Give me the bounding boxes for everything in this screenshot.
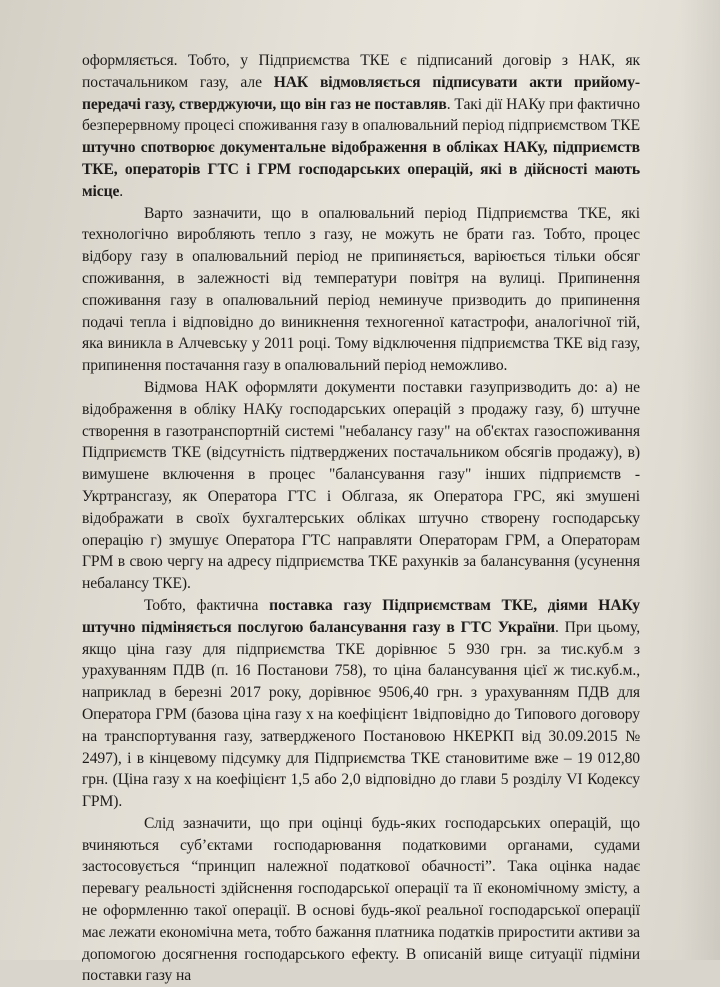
text-run: . xyxy=(119,182,124,200)
paragraph-3 xyxy=(82,377,640,595)
text-run: оформляється. Тобто, у Підприємства ТКЕ є підписаний договір з НАК, як постачальником газу, але xyxy=(82,52,640,91)
document-body xyxy=(82,50,640,987)
paragraph-4 xyxy=(82,595,640,813)
paragraph-2 xyxy=(82,203,640,377)
text-run: . При цьому, якщо ціна газу для підприємства ТКЕ дорівнює 5 930 грн. за тис.куб.м з урахуванням ПДВ (п. 16 Постанови 758), то ціна балансування цієї ж тис.куб.м., наприклад в березні 2017 року, дорівнює 9506,40 грн. з урахуванням ПДВ для Оператора ГРМ (базова ціна газу х на коефіцієнт 1відповідно до Типового договору на транспортування газу, затвердженого Постановою НКЕРКП від 30.09.2015 № 2497), і в кінцевому підсумку для Підприємства ТКЕ становитиме вже – 19 012,80 грн. (Ціна газу х на коефіцієнт 1,5 або 2,0 відповідно до глави 5 розділу VI Кодексу ГРМ). xyxy=(82,618,640,811)
bold-text-run: поставка газу Підприємствам ТКЕ, діями НАКу штучно підміняється послугою балансування газу в ГТС України xyxy=(82,596,641,636)
bold-text-run: штучно спотворює документальне відображення в обліках НАКу, підприємств ТКЕ, операторів ГТС і ГРМ господарських операцій, які в дійсності мають місце xyxy=(82,139,640,200)
text-run: Слід зазначити, що при оцінці будь-яких господарських операцій, що вчиняються суб’єктами господарювання податковими органами, судами застосовується “принцип належної податкової обачності”. Така оцінка надає перевагу реальності здійснення господарської операції та її економічному змісту, а не оформленню такої операції. В основі будь-якої реальної господарської операції має лежати економічна мета, тобто бажання платника податків приростити активи за допомогою досягнення господарського ефекту. В описаній вище ситуації підміни поставки газу на xyxy=(82,814,640,985)
paragraph-5 xyxy=(82,813,640,987)
text-run: Відмова НАК оформляти документи поставки газупризводить до: а) не відображення в обліку НАКу господарських операцій з продажу газу, б) штучне створення в газотранспортній системі "небалансу газу" на об'єктах газоспоживання Підприємств ТКЕ (відсутність підтверджених постачальником обсягів продажу), в) вимушене включення в процес "балансування газу" інших підприємств - Укртрансгазу, як Оператора ГТС і Облгаза, як Оператора ГРС, які змушені відображати в своїх бухгалтерських обліках штучно створену господарську операцію г) змушує Оператора ГТС направляти Операторам ГРМ, а Операторам ГРМ в свою чергу на адресу підприємства ТКЕ рахунків за балансування (усунення небалансу ТКЕ). xyxy=(82,378,640,593)
page-edge-shadow xyxy=(680,0,720,960)
text-run: . Такі дії НАКу при фактично безперервному процесі споживання газу в опалювальний період підприємством ТКЕ xyxy=(82,95,640,135)
text-run: Варто зазначити, що в опалювальний період Підприємства ТКЕ, які технологічно виробляють тепло з газу, не можуть не брати газ. Тобто, процес відбору газу в опалювальний період не припиняється, варіюється тільки обсяг споживання, в залежності від температури повітря на вулиці. Припинення споживання газу в опалювальний період неминуче призводить до припинення подачі тепла і відповідно до виникнення техногенної катастрофи, аналогічної тій, яка виникла в Алчевську у 2011 році. Тому відключення підприємства ТКЕ від газу, припинення постачання газу в опалювальний період неможливо. xyxy=(82,204,640,375)
paragraph-1 xyxy=(82,50,640,203)
text-run: Тобто, фактична xyxy=(144,596,270,614)
bold-text-run: НАК відмовляється підписувати акти прийому-передачі газу, стверджуючи, що він газ не поставляв xyxy=(82,73,640,113)
